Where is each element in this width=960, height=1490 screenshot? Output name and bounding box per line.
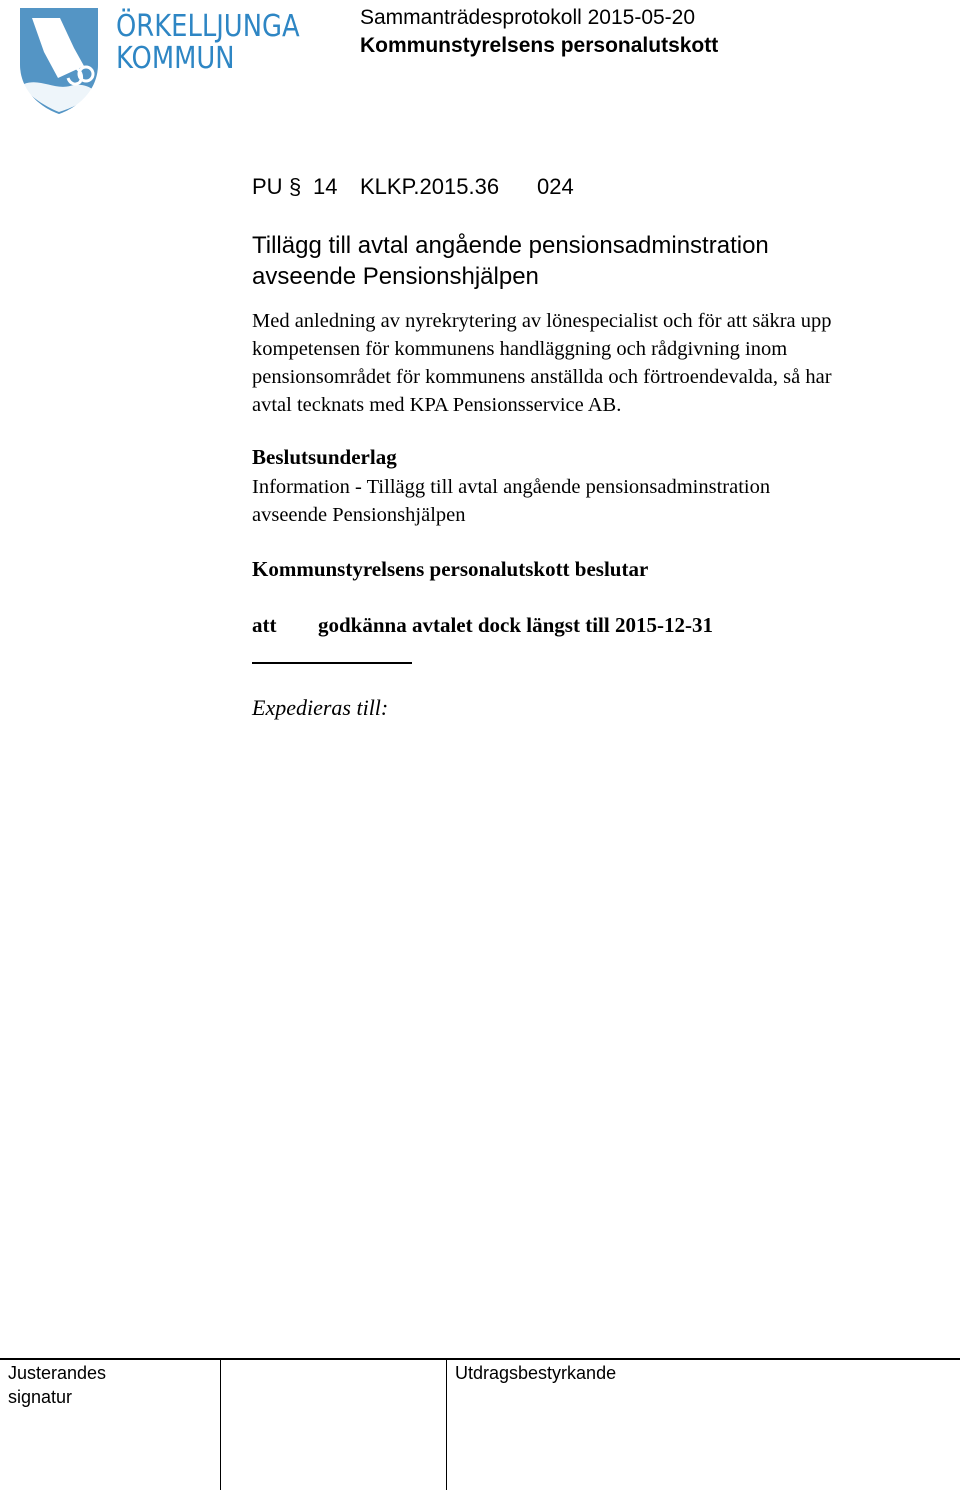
justerandes-line1: Justerandes xyxy=(8,1363,107,1383)
body-line: avtal tecknats med KPA Pensionsservice AB. xyxy=(252,394,622,416)
body-line: pensionsområdet för kommunens anställda och förtroendevalda, så har xyxy=(252,366,832,388)
justerandes-signature-label xyxy=(8,1361,106,1409)
footer-divider xyxy=(446,1358,447,1490)
basis-line: Information - Tillägg till avtal angående pensionsadminstration xyxy=(252,476,771,498)
separator-rule xyxy=(252,662,412,664)
justerandes-line2: signatur xyxy=(8,1387,73,1407)
basis-paragraph xyxy=(252,473,952,529)
footer-rule xyxy=(0,1358,960,1360)
document-title-line2: avseende Pensionshjälpen xyxy=(252,263,539,290)
basis-line: avseende Pensionshjälpen xyxy=(252,504,466,526)
body-line: kompetensen för kommunens handläggning och rådgivning inom xyxy=(252,338,788,360)
document-title xyxy=(252,230,942,292)
case-number: KLKP.2015.36 xyxy=(360,174,500,199)
bell-shield-icon xyxy=(14,4,110,114)
body-line: Med anledning av nyrekrytering av lönespecialist och för att säkra upp xyxy=(252,310,832,332)
logo-text-line1: ÖRKELLJUNGA xyxy=(116,9,300,44)
section-number: 14 xyxy=(313,174,338,199)
case-code: 024 xyxy=(537,174,574,199)
utdragsbestyrkande-label: Utdragsbestyrkande xyxy=(455,1363,617,1383)
section-sign: § xyxy=(289,174,302,199)
basis-heading: Beslutsunderlag xyxy=(252,445,397,469)
footer-divider xyxy=(220,1358,221,1490)
municipality-logo xyxy=(14,4,314,116)
body-paragraph xyxy=(252,307,952,419)
decision-att: att xyxy=(252,613,277,637)
ref-prefix: PU xyxy=(252,174,283,199)
sent-to-label: Expedieras till: xyxy=(252,695,389,720)
document-title-line1: Tillägg till avtal angående pensionsadminstration xyxy=(252,232,769,259)
committee-name: Kommunstyrelsens personalutskott xyxy=(360,34,719,57)
decision-heading: Kommunstyrelsens personalutskott beslutar xyxy=(252,557,649,581)
logo-text-line2: KOMMUN xyxy=(116,41,235,76)
decision-text: godkänna avtalet dock längst till 2015-12-31 xyxy=(318,613,713,637)
protocol-title: Sammanträdesprotokoll 2015-05-20 xyxy=(360,6,696,29)
